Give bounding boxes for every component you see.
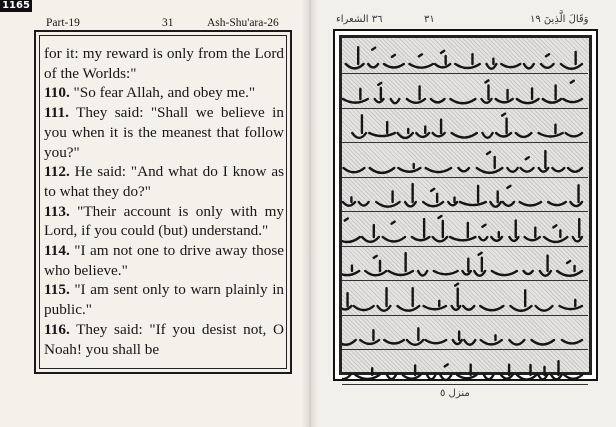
header-part: Part-19 [46,17,80,29]
verse-continuation: for it: my reward is only from the Lord of the Worlds:" [44,45,284,82]
scan-number: 1165 [0,0,32,12]
verse-text: They said: "Shall we believe in you when it is the meanest that follow you?" [44,104,284,161]
arabic-line [342,351,588,385]
arabic-script-strokes [352,114,582,138]
arabic-line [342,109,588,143]
arabic-line [342,316,588,350]
verse-110 [44,83,284,103]
verse-number: 116. [44,320,70,338]
verse-112 [44,162,284,201]
book-gutter [302,0,318,427]
verse-text: "Their account is only with my Lord, if you could (but) understand." [44,202,284,240]
arabic-line [342,247,588,281]
verse-number: 115. [44,281,70,299]
right-header-right: وَقَالَ الَّذِينَ ١٩ [530,14,589,25]
verse-text: "I am not one to drive away those who believe." [44,242,284,279]
arabic-script-strokes [344,151,582,173]
manzil-marker: منزل ٥ [440,388,470,399]
arabic-script-strokes [343,80,582,103]
arabic-script-strokes [342,215,582,241]
arabic-line [342,282,588,316]
arabic-script-drawing [342,144,588,177]
arabic-line [342,144,588,178]
arabic-script-drawing [342,213,588,246]
verse-116 [44,320,284,359]
verse-text: He said: "And what do I know as to what they do?" [44,163,284,200]
arabic-script-drawing [342,75,588,108]
arabic-script-strokes [342,253,582,276]
verse-text: "I am sent only to warn plainly in public." [44,281,285,319]
verse-text: "So fear Allah, and obey me." [73,84,256,102]
verse-number: 113. [44,202,70,220]
right-header-left: ٣٦ الشعراء [336,14,383,25]
arabic-script-strokes [346,47,582,69]
verse-111 [44,103,284,162]
arabic-script-strokes [342,328,582,345]
verse-number: 111. [44,104,69,122]
arabic-line [342,213,588,247]
arabic-line [342,75,588,109]
arabic-line [342,178,588,212]
arabic-script-drawing [342,109,588,142]
header-page-number: 31 [162,17,174,29]
arabic-line [342,40,588,74]
verse-113 [44,202,284,241]
arabic-script-drawing [342,282,588,315]
verse-number: 110. [44,84,70,102]
arabic-script-drawing [342,178,588,211]
arabic-script-strokes [343,184,582,207]
arabic-script-drawing [342,247,588,280]
arabic-script-drawing [342,316,588,349]
verse-number: 112. [44,163,70,181]
header-surah: Ash-Shu'ara-26 [207,17,279,29]
arabic-script-drawing [342,351,588,384]
arabic-script-strokes [342,361,582,380]
right-header-page: ٣١ [424,14,435,25]
verse-114 [44,241,284,280]
verse-number: 114. [44,242,70,260]
translation-text [44,44,284,359]
verse-115 [44,280,284,319]
arabic-script-strokes [342,283,582,310]
verse-text: They said: "If you desist not, O Noah! you shall be [44,320,284,358]
arabic-script-drawing [342,40,588,73]
